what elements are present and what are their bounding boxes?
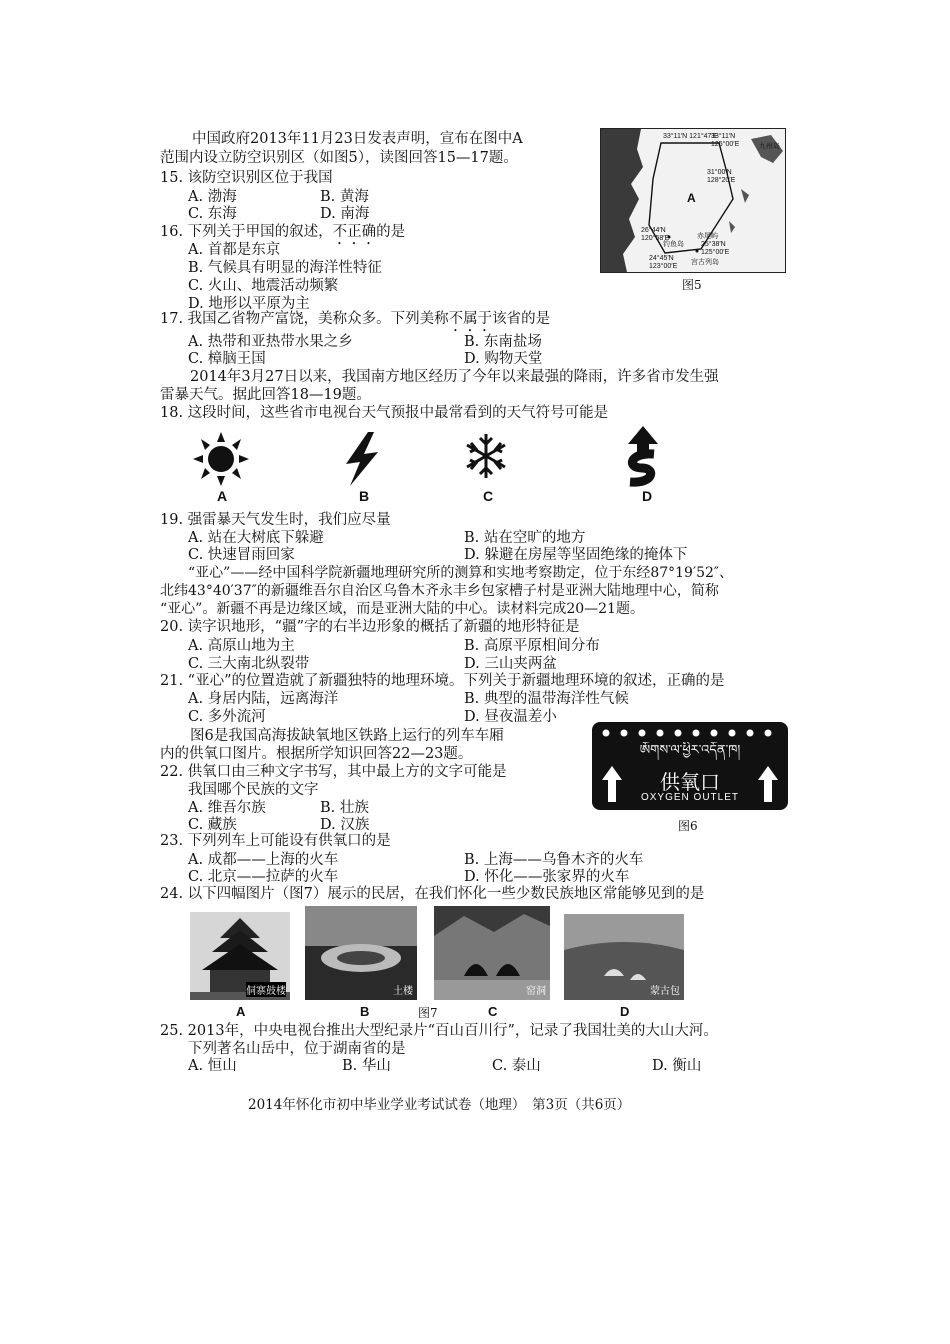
- question-16-option-c: C. 火山、地震活动频繁: [188, 278, 339, 294]
- photo-label-a: A: [236, 1004, 246, 1019]
- photo-label-d: D: [620, 1004, 630, 1019]
- intro-text-18-line2: 雷暴天气。据此回答18—19题。: [160, 387, 371, 403]
- question-21-option-a: A. 身居内陆，远离海洋: [188, 691, 339, 707]
- question-19-option-c: C. 快速冒雨回家: [188, 547, 295, 563]
- question-17-option-c: C. 樟脑王国: [188, 351, 266, 367]
- question-23-stem: 23. 下列列车上可能设有供氧口的是: [160, 833, 391, 849]
- weather-symbol-label-b: B: [359, 488, 370, 504]
- question-25-option-b: B. 华山: [342, 1058, 391, 1074]
- question-15-option-a: A. 渤海: [188, 189, 237, 205]
- question-20-option-c: C. 三大南北纵裂带: [188, 656, 310, 672]
- ventilation-holes-icon: [600, 728, 780, 738]
- question-22-option-b: B. 壮族: [320, 800, 369, 816]
- map-region-a-label: A: [687, 191, 696, 205]
- sun-weather-icon: [190, 430, 252, 488]
- question-25-option-a: A. 恒山: [188, 1058, 237, 1074]
- intro-text-20-line1: “亚心”——经中国科学院新疆地理研究所的测算和实地考察勘定，位于东经87°19′52″、: [188, 565, 734, 581]
- figure-5-map: 33°11′N 121°47′E 33°11′N 125°00′E 31°00′N 128°20′E 26°44′N 120°58′E 25°38′N 125°00′E 24°45′N 123°00′E 钓鱼岛 赤尾屿 宫古列岛 九州岛 A: [600, 128, 786, 273]
- question-24-stem: 24. 以下四幅图片（图7）展示的民居，在我们怀化一些少数民族地区常能够见到的是: [160, 886, 705, 902]
- question-19-option-d: D. 躲避在房屋等坚固绝缘的掩体下: [464, 547, 688, 563]
- intro-text-22-line2: 内的供氧口图片。根据所学知识回答22—23题。: [160, 746, 473, 762]
- question-17-option-d: D. 购物天堂: [464, 351, 543, 367]
- question-20-stem: 20. 读字识地形，“疆”字的右半边形象的概括了新疆的地形特征是: [160, 619, 580, 635]
- photo-mongolian-yurt: 蒙古包: [564, 914, 684, 1000]
- question-23-option-b: B. 上海——乌鲁木齐的火车: [464, 852, 644, 868]
- question-20-option-a: A. 高原山地为主: [188, 638, 295, 654]
- intro-text-15-line1: 中国政府2013年11月23日发表声明，宣布在图中A: [192, 131, 523, 147]
- figure-6-caption: 图6: [678, 819, 698, 833]
- question-23-option-d: D. 怀化——张家界的火车: [464, 869, 630, 885]
- question-21-option-d: D. 昼夜温差小: [464, 709, 557, 725]
- figure-6-oxygen-outlet-sign: [592, 722, 788, 810]
- question-18-stem: 18. 这段时间，这些省市电视台天气预报中最常看到的天气符号可能是: [160, 405, 609, 421]
- lightning-weather-icon: [338, 430, 384, 488]
- question-22-option-c: C. 藏族: [188, 817, 237, 833]
- question-16-option-b: B. 气候具有明显的海洋性特征: [188, 260, 382, 276]
- question-19-stem: 19. 强雷暴天气发生时，我们应尽量: [160, 512, 391, 528]
- question-25-option-d: D. 衡山: [652, 1058, 702, 1074]
- intro-text-20-line2: 北纬43°40′37″的新疆维吾尔自治区乌鲁木齐永丰乡包家槽子村是亚洲大陆地理中心，简称: [160, 583, 719, 599]
- question-17-option-b: B. 东南盐场: [464, 334, 542, 350]
- question-23-option-c: C. 北京——拉萨的火车: [188, 869, 339, 885]
- question-22-option-a: A. 维吾尔族: [188, 800, 266, 816]
- question-21-stem: 21. “亚心”的位置造就了新疆独特的地理环境。下列关于新疆地理环境的叙述，正确的是: [160, 673, 725, 689]
- question-21-option-c: C. 多外流河: [188, 709, 266, 725]
- weather-symbol-label-a: A: [217, 488, 228, 504]
- question-20-option-d: D. 三山夹两盆: [464, 656, 557, 672]
- english-oxygen-outlet-text: OXYGEN OUTLET: [640, 792, 739, 803]
- question-22-stem-line2: 我国哪个民族的文字: [188, 782, 319, 798]
- question-16-stem: 16. 下列关于甲国的叙述，不正确的是: [160, 224, 406, 240]
- question-22-stem-line1: 22. 供氧口由三种文字书写，其中最上方的文字可能是: [160, 764, 507, 780]
- weather-symbol-label-d: D: [642, 488, 653, 504]
- photo-dong-drum-tower: 侗寨鼓楼: [190, 912, 290, 1000]
- sandstorm-weather-icon: [620, 424, 666, 488]
- intro-text-18-line1: 2014年3月27日以来，我国南方地区经历了今年以来最强的降雨，许多省市发生强: [190, 369, 719, 385]
- question-15-stem: 15. 该防空识别区位于我国: [160, 170, 333, 186]
- figure-7-caption: 图7: [418, 1006, 438, 1020]
- page-footer: 2014年怀化市初中毕业学业考试试卷（地理） 第3页（共6页）: [248, 1097, 631, 1113]
- question-15-option-c: C. 东海: [188, 206, 237, 222]
- question-19-option-a: A. 站在大树底下躲避: [188, 530, 324, 546]
- question-16-option-a: A. 首都是东京: [188, 242, 281, 258]
- intro-text-20-line3: “亚心”。新疆不再是边缘区域，而是亚洲大陆的中心。读材料完成20—21题。: [160, 601, 644, 617]
- question-17-stem: 17. 我国乙省物产富饶，美称众多。下列美称不属于该省的是: [160, 311, 551, 327]
- question-25-stem-line1: 25. 2013年，中央电视台推出大型纪录片“百山百川行”，记录了我国壮美的大山大河。: [160, 1023, 718, 1039]
- snowflake-weather-icon: [462, 430, 510, 482]
- photo-earth-building: 土楼: [305, 906, 417, 1000]
- question-15-option-b: B. 黄海: [320, 189, 369, 205]
- question-25-stem-line2: 下列著名山岳中，位于湖南省的是: [188, 1041, 406, 1057]
- question-22-option-d: D. 汉族: [320, 817, 370, 833]
- question-19-option-b: B. 站在空旷的地方: [464, 530, 586, 546]
- tibetan-script-text: ཨོགས་ལ་ཕྱིར་འདོན་ཁ།: [639, 743, 741, 758]
- chinese-oxygen-outlet-text: 供氧口: [660, 770, 720, 794]
- figure-5-caption: 图5: [682, 278, 702, 292]
- photo-cave-dwelling: 窑洞: [434, 906, 550, 1000]
- question-20-option-b: B. 高原平原相间分布: [464, 638, 600, 654]
- question-16-option-d: D. 地形以平原为主: [188, 296, 310, 312]
- photo-label-c: C: [488, 1004, 498, 1019]
- weather-symbol-label-c: C: [483, 488, 494, 504]
- intro-text-22-line1: 图6是我国高海拔缺氧地区铁路上运行的列车车厢: [190, 728, 504, 744]
- question-21-option-b: B. 典型的温带海洋性气候: [464, 691, 629, 707]
- question-25-option-c: C. 泰山: [492, 1058, 541, 1074]
- photo-label-b: B: [360, 1004, 370, 1019]
- question-15-option-d: D. 南海: [320, 206, 370, 222]
- question-17-option-a: A. 热带和亚热带水果之乡: [188, 334, 353, 350]
- intro-text-15-line2: 范围内设立防空识别区（如图5），读图回答15—17题。: [160, 150, 518, 166]
- question-23-option-a: A. 成都——上海的火车: [188, 852, 339, 868]
